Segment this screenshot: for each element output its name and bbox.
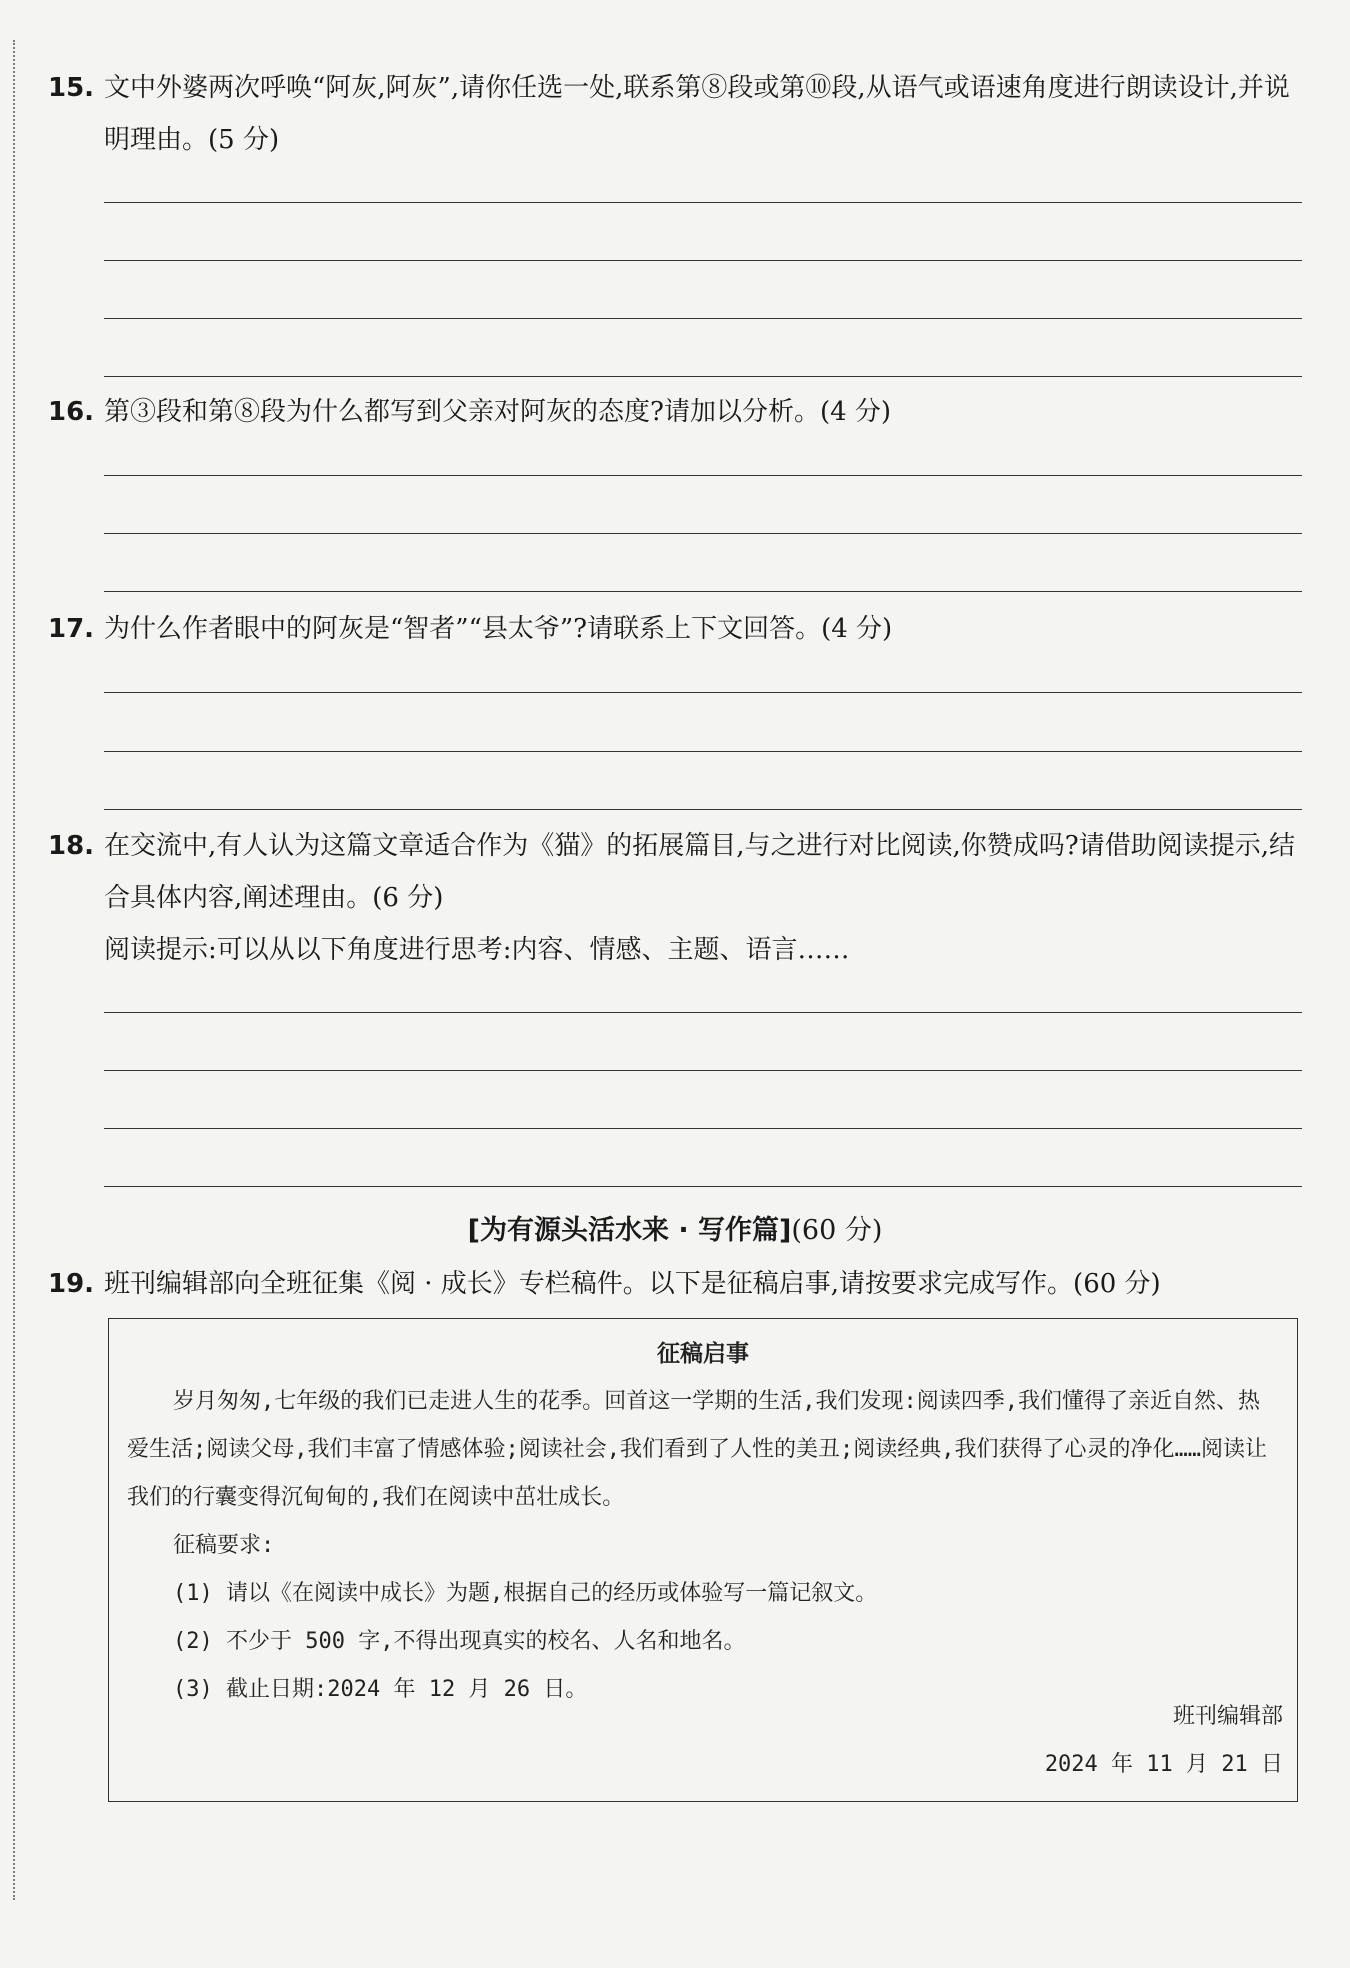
question-text: 为什么作者眼中的阿灰是“智者”“县太爷”?请联系上下文回答。(4 分) bbox=[104, 614, 893, 644]
call-for-papers-notice bbox=[108, 1318, 1298, 1802]
requirement-item: (2) 不少于 500 字,不得出现真实的校名、人名和地名。 bbox=[173, 1629, 746, 1654]
question-number: 18. bbox=[48, 831, 95, 861]
notice-paragraph: 岁月匆匆,七年级的我们已走进人生的花季。回首这一学期的生活,我们发现:阅读四季,我们懂得了亲近自然、热爱生活;阅读父母,我们丰富了情感体验;阅读社会,我们看到了人性的美丑;阅读经典,我们获得了心灵的净化……阅读让我们的行囊变得沉甸甸的,我们在阅读中茁壮成长。 bbox=[127, 1389, 1267, 1510]
answer-line[interactable] bbox=[104, 751, 1302, 752]
question-15 bbox=[48, 62, 1298, 166]
question-text: 文中外婆两次呼唤“阿灰,阿灰”,请你任选一处,联系第⑧段或第⑩段,从语气或语速角度进行朗读设计,并说明理由。(5 分) bbox=[104, 73, 1290, 155]
question-number: 16. bbox=[48, 397, 95, 427]
answer-line[interactable] bbox=[104, 376, 1302, 377]
answer-line[interactable] bbox=[104, 475, 1302, 476]
question-text: 在交流中,有人认为这篇文章适合作为《猫》的拓展篇目,与之进行对比阅读,你赞成吗?请借助阅读提示,结合具体内容,阐述理由。(6 分) bbox=[104, 831, 1295, 913]
requirement-item: (1) 请以《在阅读中成长》为题,根据自己的经历或体验写一篇记叙文。 bbox=[173, 1581, 878, 1606]
section-title-text: [为有源头活水来 · 写作篇] bbox=[467, 1215, 792, 1246]
answer-line[interactable] bbox=[104, 260, 1302, 261]
requirement-item: (3) 截止日期:2024 年 12 月 26 日。 bbox=[173, 1677, 588, 1702]
question-19 bbox=[48, 1258, 1298, 1310]
requirements-label: 征稿要求: bbox=[173, 1533, 275, 1558]
notice-title: 征稿启事 bbox=[657, 1341, 749, 1367]
answer-line[interactable] bbox=[104, 202, 1302, 203]
notice-date: 2024 年 11 月 21 日 bbox=[1044, 1752, 1283, 1777]
section-title bbox=[0, 1205, 1350, 1257]
answer-line[interactable] bbox=[104, 1186, 1302, 1187]
question-18 bbox=[48, 820, 1298, 976]
answer-line[interactable] bbox=[104, 692, 1302, 693]
question-number: 15. bbox=[48, 73, 95, 103]
answer-line[interactable] bbox=[104, 1128, 1302, 1129]
question-16 bbox=[48, 386, 1298, 438]
question-text: 第③段和第⑧段为什么都写到父亲对阿灰的态度?请加以分析。(4 分) bbox=[104, 397, 892, 427]
question-text: 班刊编辑部向全班征集《阅 · 成长》专栏稿件。以下是征稿启事,请按要求完成写作。(60 分) bbox=[104, 1269, 1161, 1299]
reading-hint: 阅读提示:可以从以下角度进行思考:内容、情感、主题、语言…… bbox=[104, 935, 850, 965]
answer-line[interactable] bbox=[104, 1012, 1302, 1013]
question-number: 17. bbox=[48, 614, 95, 644]
answer-line[interactable] bbox=[104, 1070, 1302, 1071]
question-17 bbox=[48, 603, 1298, 655]
answer-line[interactable] bbox=[104, 809, 1302, 810]
answer-line[interactable] bbox=[104, 591, 1302, 592]
binding-margin-rule bbox=[13, 40, 15, 1900]
notice-signature: 班刊编辑部 bbox=[1172, 1704, 1283, 1729]
section-points: (60 分) bbox=[791, 1215, 883, 1246]
question-number: 19. bbox=[48, 1269, 95, 1299]
answer-line[interactable] bbox=[104, 533, 1302, 534]
answer-line[interactable] bbox=[104, 318, 1302, 319]
notice-body bbox=[109, 1378, 1297, 1714]
